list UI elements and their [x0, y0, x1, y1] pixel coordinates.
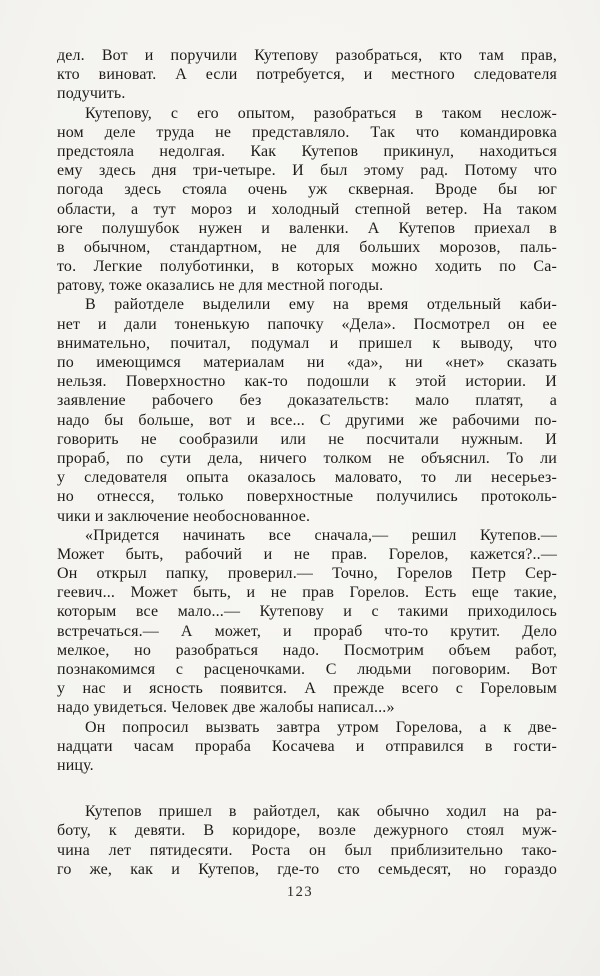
text-line: го же, как и Кутепов, где-то сто семьдесят, но гораздо — [57, 860, 557, 878]
text-line: Он попросил вызвать завтра утром Горелова, а к две- — [85, 718, 557, 736]
text-line: Кутепову, с его опытом, разобраться в таком неслож- — [85, 104, 557, 122]
text-line: «Придется начинать все сначала,— решил Кутепов.— — [85, 526, 557, 544]
text-block — [57, 46, 557, 879]
text-line: внимательно, почитал, подумал и пришел к выводу, что — [57, 334, 557, 352]
page-number: 123 — [286, 884, 314, 900]
text-line: у следователя опыта оказалось маловато, то ли несерьез- — [57, 469, 557, 487]
text-line: познакомимся с расценочками. С людьми поговорим. Вот — [57, 661, 557, 678]
text-line: то. Легкие полуботинки, в которых можно ходить по Са- — [57, 258, 557, 276]
text-line: нельзя. Поверхностно как-то подошли к этой истории. И — [57, 373, 557, 391]
text-line: В райотделе выделили ему на время отдельный каби- — [85, 296, 557, 314]
paragraph — [57, 104, 557, 296]
text-line: юге полушубок нужен и валенки. А Кутепов приехал в — [57, 219, 557, 237]
text-line: чики и заключение необоснованное. — [57, 507, 311, 525]
text-line: дел. Вот и поручили Кутепову разобраться, кто там прав, — [57, 47, 557, 64]
text-line: ратову, тоже оказались не для местной погоды. — [57, 277, 384, 295]
text-line: надо увидеться. Человек две жалобы написал...» — [57, 699, 395, 717]
text-line: погода здесь стояла очень уж скверная. Вроде бы юг — [57, 181, 557, 199]
text-line: которым все мало...— Кутепову и с такими приходилось — [57, 603, 557, 621]
text-line: заявление рабочего без доказательств: мало платят, а — [57, 392, 557, 410]
text-line: надцати часам прораба Косачева и отправился в гости- — [57, 737, 557, 755]
text-line: предстояла недолгая. Как Кутепов прикинул, находиться — [57, 142, 557, 160]
paragraph — [57, 295, 557, 525]
text-line: надо бы больше, вот и все... С другими же рабочими по- — [57, 411, 557, 429]
text-line: ницу. — [57, 756, 94, 774]
paragraph — [57, 718, 557, 776]
text-line: Кутепов пришел в райотдел, как обычно ходил на ра- — [85, 803, 557, 821]
paragraph — [57, 802, 557, 879]
text-line: по имеющимся материалам ни «да», ни «нет» сказать — [57, 354, 557, 371]
text-line: ему здесь дня три-четыре. И был этому рад. Потому что — [57, 162, 557, 180]
text-line: встречаться.— А может, и прораб что-то крутит. Дело — [57, 622, 557, 640]
text-line: Может быть, рабочий и не прав. Горелов, кажется?..— — [57, 545, 557, 563]
text-line: говорить не сообразили или не посчитали нужным. И — [57, 430, 557, 448]
text-line: области, а тут мороз и холодный степной ветер. На таком — [57, 200, 557, 218]
text-line: прораб, по сути дела, ничего толком не объяснил. То ли — [57, 449, 557, 467]
text-line: кто виноват. А если потребуется, и местного следователя — [57, 66, 557, 84]
text-line: нет и дали тоненькую папочку «Дела». Посмотрел он ее — [57, 315, 557, 333]
paragraph — [57, 526, 557, 718]
text-line: у нас и ясность появится. А прежде всего с Гореловым — [57, 680, 557, 698]
text-line: Он открыл папку, проверил.— Точно, Горелов Петр Сер- — [57, 565, 557, 583]
text-line: в обычном, стандартном, не для больших морозов, паль- — [57, 238, 557, 256]
paragraph — [57, 46, 557, 104]
text-line: ном деле труда не представляло. Так что командировка — [57, 123, 557, 141]
text-line: чина лет пятидесяти. Роста он был приблизительно тако- — [57, 841, 557, 859]
text-line: мелкое, но разобраться надо. Посмотрим объем работ, — [57, 641, 557, 659]
text-line: но отнесся, только поверхностные получились протоколь- — [57, 488, 557, 506]
text-line: боту, к девяти. В коридоре, возле дежурного стоял муж- — [57, 822, 557, 840]
text-line: подучить. — [57, 85, 126, 103]
text-line: геевич... Может быть, и не прав Горелов. Есть еще такие, — [57, 584, 557, 602]
